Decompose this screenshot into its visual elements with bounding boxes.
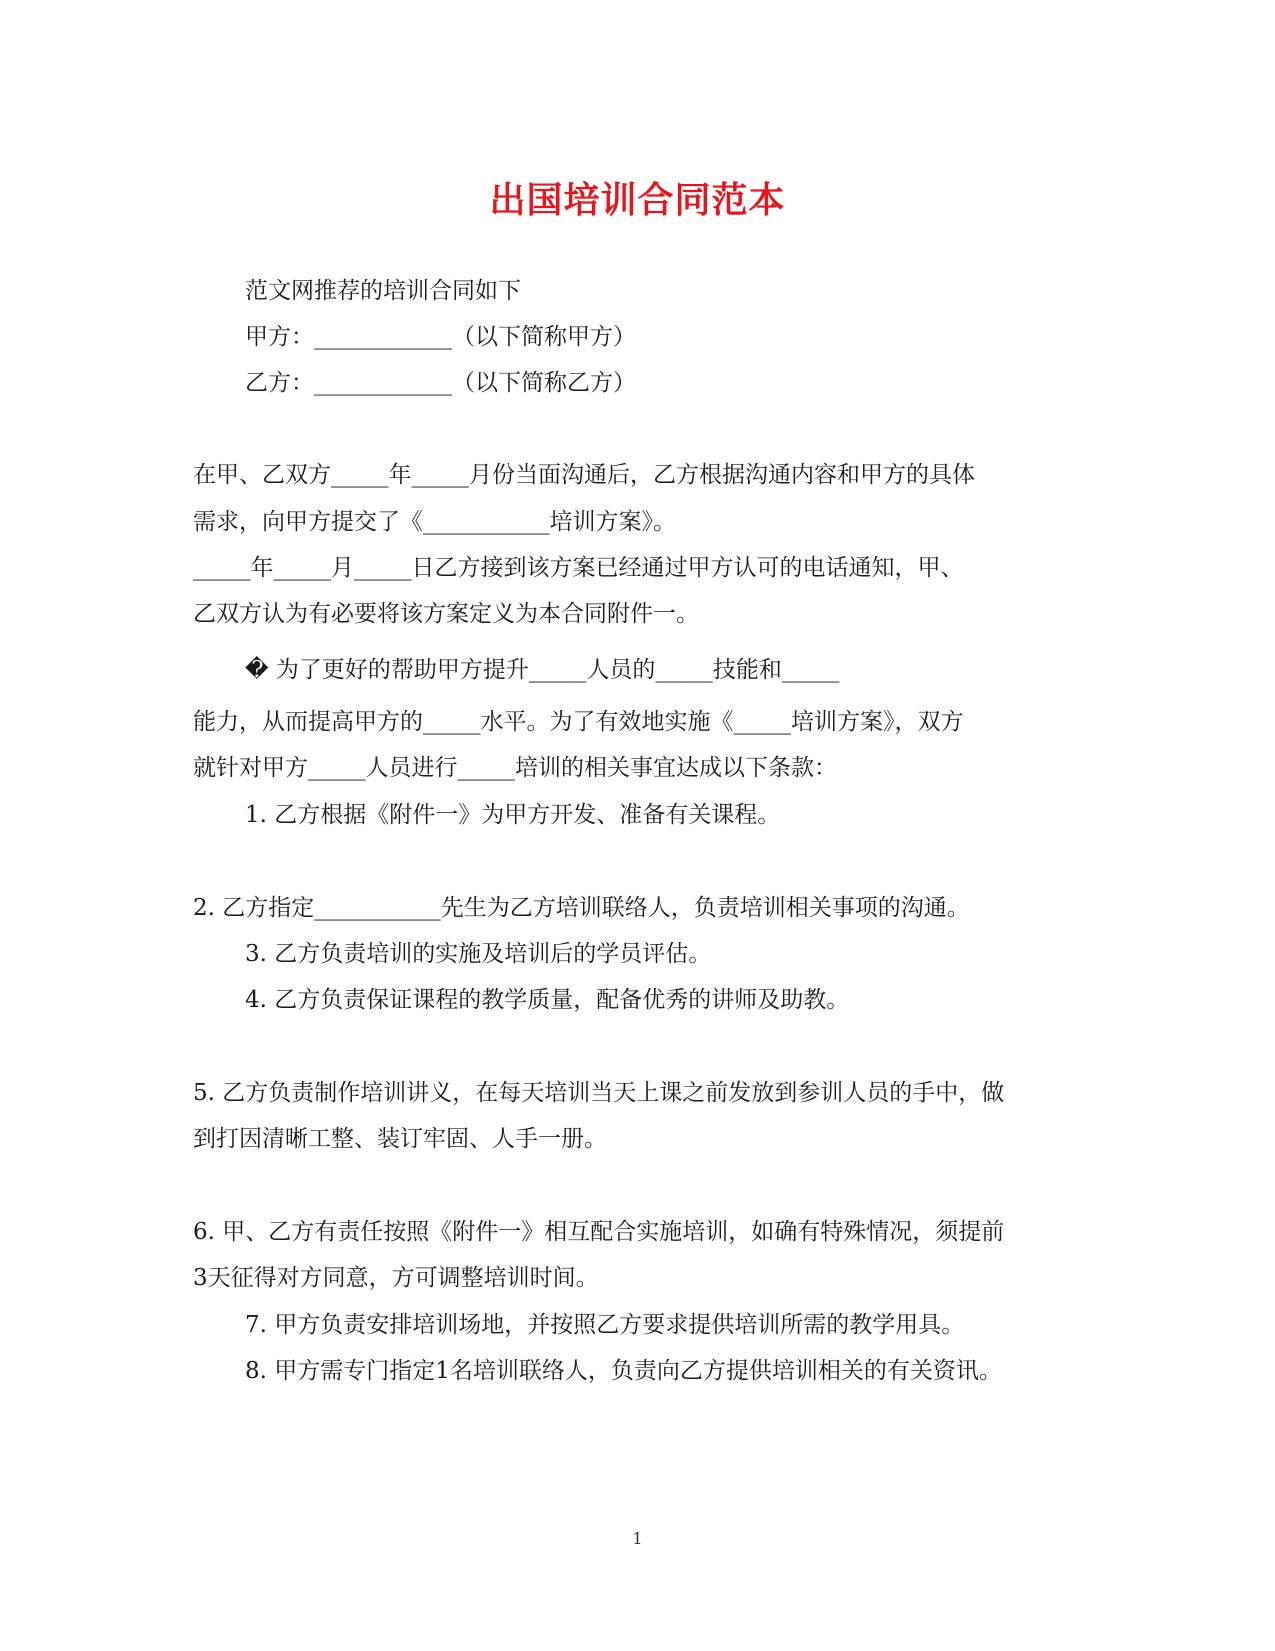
- clause-7: 7. 甲方负责安排培训场地，并按照乙方要求提供培训所需的教学用具。: [245, 1312, 965, 1338]
- clause-2: 2. 乙方指定___________先生为乙方培训联络人，负责培训相关事项的沟通。: [193, 895, 970, 921]
- party-a-line: 甲方：____________（以下简称甲方）: [245, 324, 636, 350]
- clause-1: 1. 乙方根据《附件一》为甲方开发、准备有关课程。: [245, 802, 781, 828]
- purpose-line: � 为了更好的帮助甲方提升_____人员的_____技能和_____: [245, 657, 840, 683]
- paragraph-line: 在甲、乙双方_____年_____月份当面沟通后，乙方根据沟通内容和甲方的具体: [193, 462, 975, 488]
- clause-8: 8. 甲方需专门指定1名培训联络人，负责向乙方提供培训相关的有关资讯。: [245, 1358, 1002, 1384]
- clause-6: 6. 甲、乙方有责任按照《附件一》相互配合实施培训，如确有特殊情况，须提前: [193, 1219, 1005, 1245]
- paragraph-line: 需求，向甲方提交了《___________培训方案》。: [193, 509, 676, 535]
- paragraph-line: 乙双方认为有必要将该方案定义为本合同附件一。: [193, 601, 699, 627]
- document-title: 出国培训合同范本: [489, 179, 786, 221]
- clause-3: 3. 乙方负责培训的实施及培训后的学员评估。: [245, 941, 712, 967]
- paragraph-line: 就针对甲方_____人员进行_____培训的相关事宜达成以下条款：: [193, 755, 837, 781]
- clause-5: 5. 乙方负责制作培训讲义，在每天培训当天上课之前发放到参训人员的手中，做: [193, 1080, 1005, 1106]
- clause-4: 4. 乙方负责保证课程的教学质量，配备优秀的讲师及助教。: [245, 987, 850, 1013]
- paragraph-line: _____年_____月_____日乙方接到该方案已经通过甲方认可的电话通知，甲、: [193, 555, 964, 581]
- paragraph-line: 能力，从而提高甲方的_____水平。为了有效地实施《_____培训方案》，双方: [193, 709, 964, 735]
- clause-6-continued: 3天征得对方同意，方可调整培训时间。: [193, 1265, 599, 1291]
- page-number: 1: [632, 1529, 643, 1548]
- intro-line: 范文网推荐的培训合同如下: [245, 278, 521, 304]
- clause-5-continued: 到打因清晰工整、装订牢固、人手一册。: [193, 1126, 607, 1152]
- party-b-line: 乙方：____________（以下简称乙方）: [245, 370, 636, 396]
